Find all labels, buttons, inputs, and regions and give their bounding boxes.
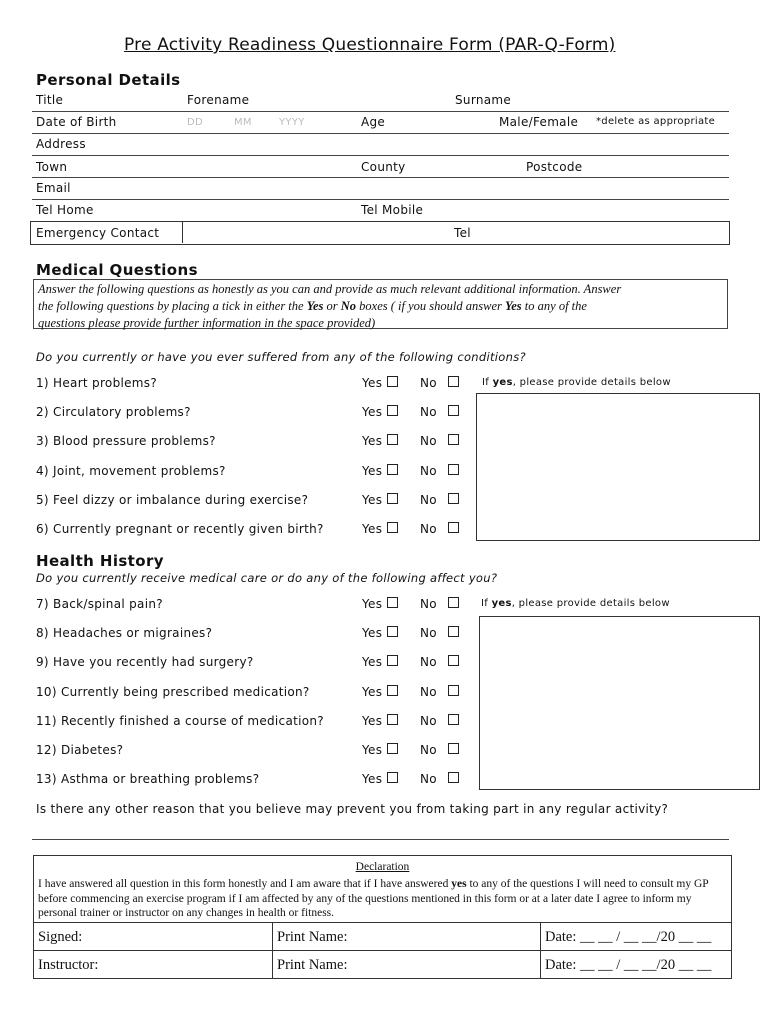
no-checkbox[interactable] xyxy=(420,597,459,611)
checkbox-square-icon[interactable] xyxy=(448,743,459,754)
yes-checkbox[interactable] xyxy=(362,597,398,611)
divider xyxy=(32,177,729,178)
question-text: 13) Asthma or breathing problems? xyxy=(36,772,260,787)
gender-label: Male/Female xyxy=(499,115,579,129)
dob-label: Date of Birth xyxy=(36,115,117,129)
postcode-label: Postcode xyxy=(526,160,583,174)
checkbox-square-icon[interactable] xyxy=(448,434,459,445)
question-text: 1) Heart problems? xyxy=(36,376,158,390)
checkbox-square-icon[interactable] xyxy=(387,714,398,725)
yes-checkbox[interactable] xyxy=(362,655,398,669)
yes-label: Yes xyxy=(362,713,383,728)
forename-label: Forename xyxy=(187,93,250,107)
instruction-line-1: Answer the following questions as honestly as you can and provide as much relevant additional information. Answer xyxy=(38,282,622,296)
checkbox-square-icon[interactable] xyxy=(387,597,398,608)
no-checkbox[interactable] xyxy=(420,405,459,419)
no-label: No xyxy=(420,597,437,611)
tel-home-label: Tel Home xyxy=(36,203,94,217)
yes-label: Yes xyxy=(362,463,383,478)
checkbox-square-icon[interactable] xyxy=(448,405,459,416)
no-label: No xyxy=(420,684,437,699)
medical-questions-heading: Medical Questions xyxy=(36,261,198,279)
instructor-row xyxy=(34,950,731,979)
checkbox-square-icon[interactable] xyxy=(448,685,459,696)
question-text: 9) Have you recently had surgery? xyxy=(36,655,254,670)
signed-field[interactable]: Signed: xyxy=(38,929,83,945)
history-details-box[interactable] xyxy=(479,616,760,790)
health-history-prompt: Do you currently receive medical care or do any of the following affect you? xyxy=(36,571,498,585)
no-label: No xyxy=(420,405,437,420)
emergency-divider xyxy=(182,221,183,243)
checkbox-square-icon[interactable] xyxy=(448,522,459,533)
client-print-name-field[interactable]: Print Name: xyxy=(272,923,540,951)
no-checkbox[interactable] xyxy=(420,493,459,507)
address-label: Address xyxy=(36,137,86,151)
checkbox-square-icon[interactable] xyxy=(387,626,398,637)
instructor-print-name-field[interactable]: Print Name: xyxy=(272,951,540,979)
no-checkbox[interactable] xyxy=(420,464,459,478)
divider xyxy=(32,133,729,134)
declaration-box xyxy=(33,855,732,979)
divider xyxy=(32,155,729,156)
checkbox-square-icon[interactable] xyxy=(387,376,398,387)
question-text: 4) Joint, movement problems? xyxy=(36,463,226,478)
declaration-heading: Declaration xyxy=(355,861,410,873)
medical-instructions xyxy=(33,279,728,329)
yes-label: Yes xyxy=(362,522,383,536)
no-checkbox[interactable] xyxy=(420,626,459,640)
checkbox-square-icon[interactable] xyxy=(387,743,398,754)
town-label: Town xyxy=(36,160,68,174)
checkbox-square-icon[interactable] xyxy=(387,493,398,504)
medical-if-yes-note: If yes, please provide details below xyxy=(482,377,671,388)
yes-checkbox[interactable] xyxy=(362,685,398,699)
checkbox-square-icon[interactable] xyxy=(448,464,459,475)
yes-label: Yes xyxy=(362,405,383,420)
question-text: 10) Currently being prescribed medication? xyxy=(36,684,310,699)
no-label: No xyxy=(420,713,437,728)
yes-label: Yes xyxy=(362,743,383,757)
client-date-field[interactable]: Date: __ __ / __ __/20 __ __ xyxy=(540,923,731,951)
signed-row xyxy=(34,922,731,951)
yes-checkbox[interactable] xyxy=(362,376,398,390)
yes-label: Yes xyxy=(362,492,383,507)
no-label: No xyxy=(420,434,437,449)
yes-checkbox[interactable] xyxy=(362,714,398,728)
emergency-tel-label: Tel xyxy=(454,226,471,240)
checkbox-square-icon[interactable] xyxy=(448,597,459,608)
email-label: Email xyxy=(36,181,71,195)
declaration-text: I have answered all question in this form honestly and I am aware that if I have answered yes to any of the questions I will need to consult my GP before commencing an exercise program if I am affected by any of the questions mentioned in this form or at a later date I agree to inform my personal trainer or instructor on any changes in health or fitness. xyxy=(38,878,709,919)
no-checkbox[interactable] xyxy=(420,772,459,786)
age-label: Age xyxy=(361,115,386,129)
no-checkbox[interactable] xyxy=(420,685,459,699)
no-checkbox[interactable] xyxy=(420,655,459,669)
yes-label: Yes xyxy=(362,626,383,641)
checkbox-square-icon[interactable] xyxy=(448,626,459,637)
instructor-field[interactable]: Instructor: xyxy=(38,957,99,973)
no-label: No xyxy=(420,492,437,507)
checkbox-square-icon[interactable] xyxy=(387,434,398,445)
checkbox-square-icon[interactable] xyxy=(448,655,459,666)
no-checkbox[interactable] xyxy=(420,743,459,757)
no-label: No xyxy=(420,655,437,670)
history-if-yes-note: If yes, please provide details below xyxy=(481,598,670,609)
dob-month-field[interactable]: MM xyxy=(234,117,252,128)
divider xyxy=(32,111,729,112)
yes-checkbox[interactable] xyxy=(362,626,398,640)
dob-day-field[interactable]: DD xyxy=(187,117,204,128)
county-label: County xyxy=(361,160,406,174)
yes-checkbox[interactable] xyxy=(362,743,398,757)
no-checkbox[interactable] xyxy=(420,714,459,728)
question-text: 5) Feel dizzy or imbalance during exercise? xyxy=(36,492,309,507)
yes-checkbox[interactable] xyxy=(362,464,398,478)
question-text: 12) Diabetes? xyxy=(36,743,124,757)
question-text: 11) Recently finished a course of medication? xyxy=(36,713,324,728)
delete-note: *delete as appropriate xyxy=(596,116,716,127)
other-reason-question: Is there any other reason that you believe may prevent you from taking part in any regular activity? xyxy=(36,802,669,816)
health-history-heading: Health History xyxy=(36,552,164,570)
medical-prompt: Do you currently or have you ever suffered from any of the following conditions? xyxy=(36,350,526,364)
checkbox-square-icon[interactable] xyxy=(387,522,398,533)
other-reason-answer-line[interactable] xyxy=(32,839,729,840)
instruction-line-2: the following questions by placing a tick in either the Yes or No boxes ( if you should answer Yes to any of the xyxy=(38,299,587,313)
yes-checkbox[interactable] xyxy=(362,434,398,448)
yes-label: Yes xyxy=(362,597,383,611)
question-text: 6) Currently pregnant or recently given birth? xyxy=(36,522,324,536)
yes-label: Yes xyxy=(362,434,383,449)
instruction-line-3: questions please provide further information in the space provided) xyxy=(38,316,376,330)
checkbox-square-icon[interactable] xyxy=(448,376,459,387)
yes-checkbox[interactable] xyxy=(362,493,398,507)
no-label: No xyxy=(420,376,437,390)
surname-label: Surname xyxy=(455,93,512,107)
checkbox-square-icon[interactable] xyxy=(448,493,459,504)
no-label: No xyxy=(420,463,437,478)
yes-label: Yes xyxy=(362,376,383,390)
question-text: 3) Blood pressure problems? xyxy=(36,434,216,449)
emergency-contact-label: Emergency Contact xyxy=(36,226,160,240)
question-text: 8) Headaches or migraines? xyxy=(36,626,213,641)
medical-details-box[interactable] xyxy=(476,393,760,541)
title-label: Title xyxy=(36,93,64,107)
no-label: No xyxy=(420,522,437,536)
tel-mobile-label: Tel Mobile xyxy=(361,203,424,217)
checkbox-square-icon[interactable] xyxy=(387,464,398,475)
checkbox-square-icon[interactable] xyxy=(387,405,398,416)
instructor-date-field[interactable]: Date: __ __ / __ __/20 __ __ xyxy=(540,951,731,979)
no-checkbox[interactable] xyxy=(420,522,459,536)
yes-checkbox[interactable] xyxy=(362,772,398,786)
checkbox-square-icon[interactable] xyxy=(387,685,398,696)
no-checkbox[interactable] xyxy=(420,434,459,448)
personal-details-heading: Personal Details xyxy=(36,71,181,89)
question-text: 7) Back/spinal pain? xyxy=(36,597,163,611)
checkbox-square-icon[interactable] xyxy=(387,772,398,783)
yes-checkbox[interactable] xyxy=(362,522,398,536)
form-title: Pre Activity Readiness Questionnaire Form (PAR-Q-Form) xyxy=(124,35,616,55)
no-label: No xyxy=(420,743,437,757)
no-label: No xyxy=(420,772,437,787)
checkbox-square-icon[interactable] xyxy=(387,655,398,666)
yes-checkbox[interactable] xyxy=(362,405,398,419)
checkbox-square-icon[interactable] xyxy=(448,772,459,783)
yes-label: Yes xyxy=(362,684,383,699)
yes-label: Yes xyxy=(362,655,383,670)
question-text: 2) Circulatory problems? xyxy=(36,405,191,420)
no-label: No xyxy=(420,626,437,641)
yes-label: Yes xyxy=(362,772,383,787)
divider xyxy=(32,199,729,200)
no-checkbox[interactable] xyxy=(420,376,459,390)
dob-year-field[interactable]: YYYY xyxy=(279,117,305,128)
checkbox-square-icon[interactable] xyxy=(448,714,459,725)
